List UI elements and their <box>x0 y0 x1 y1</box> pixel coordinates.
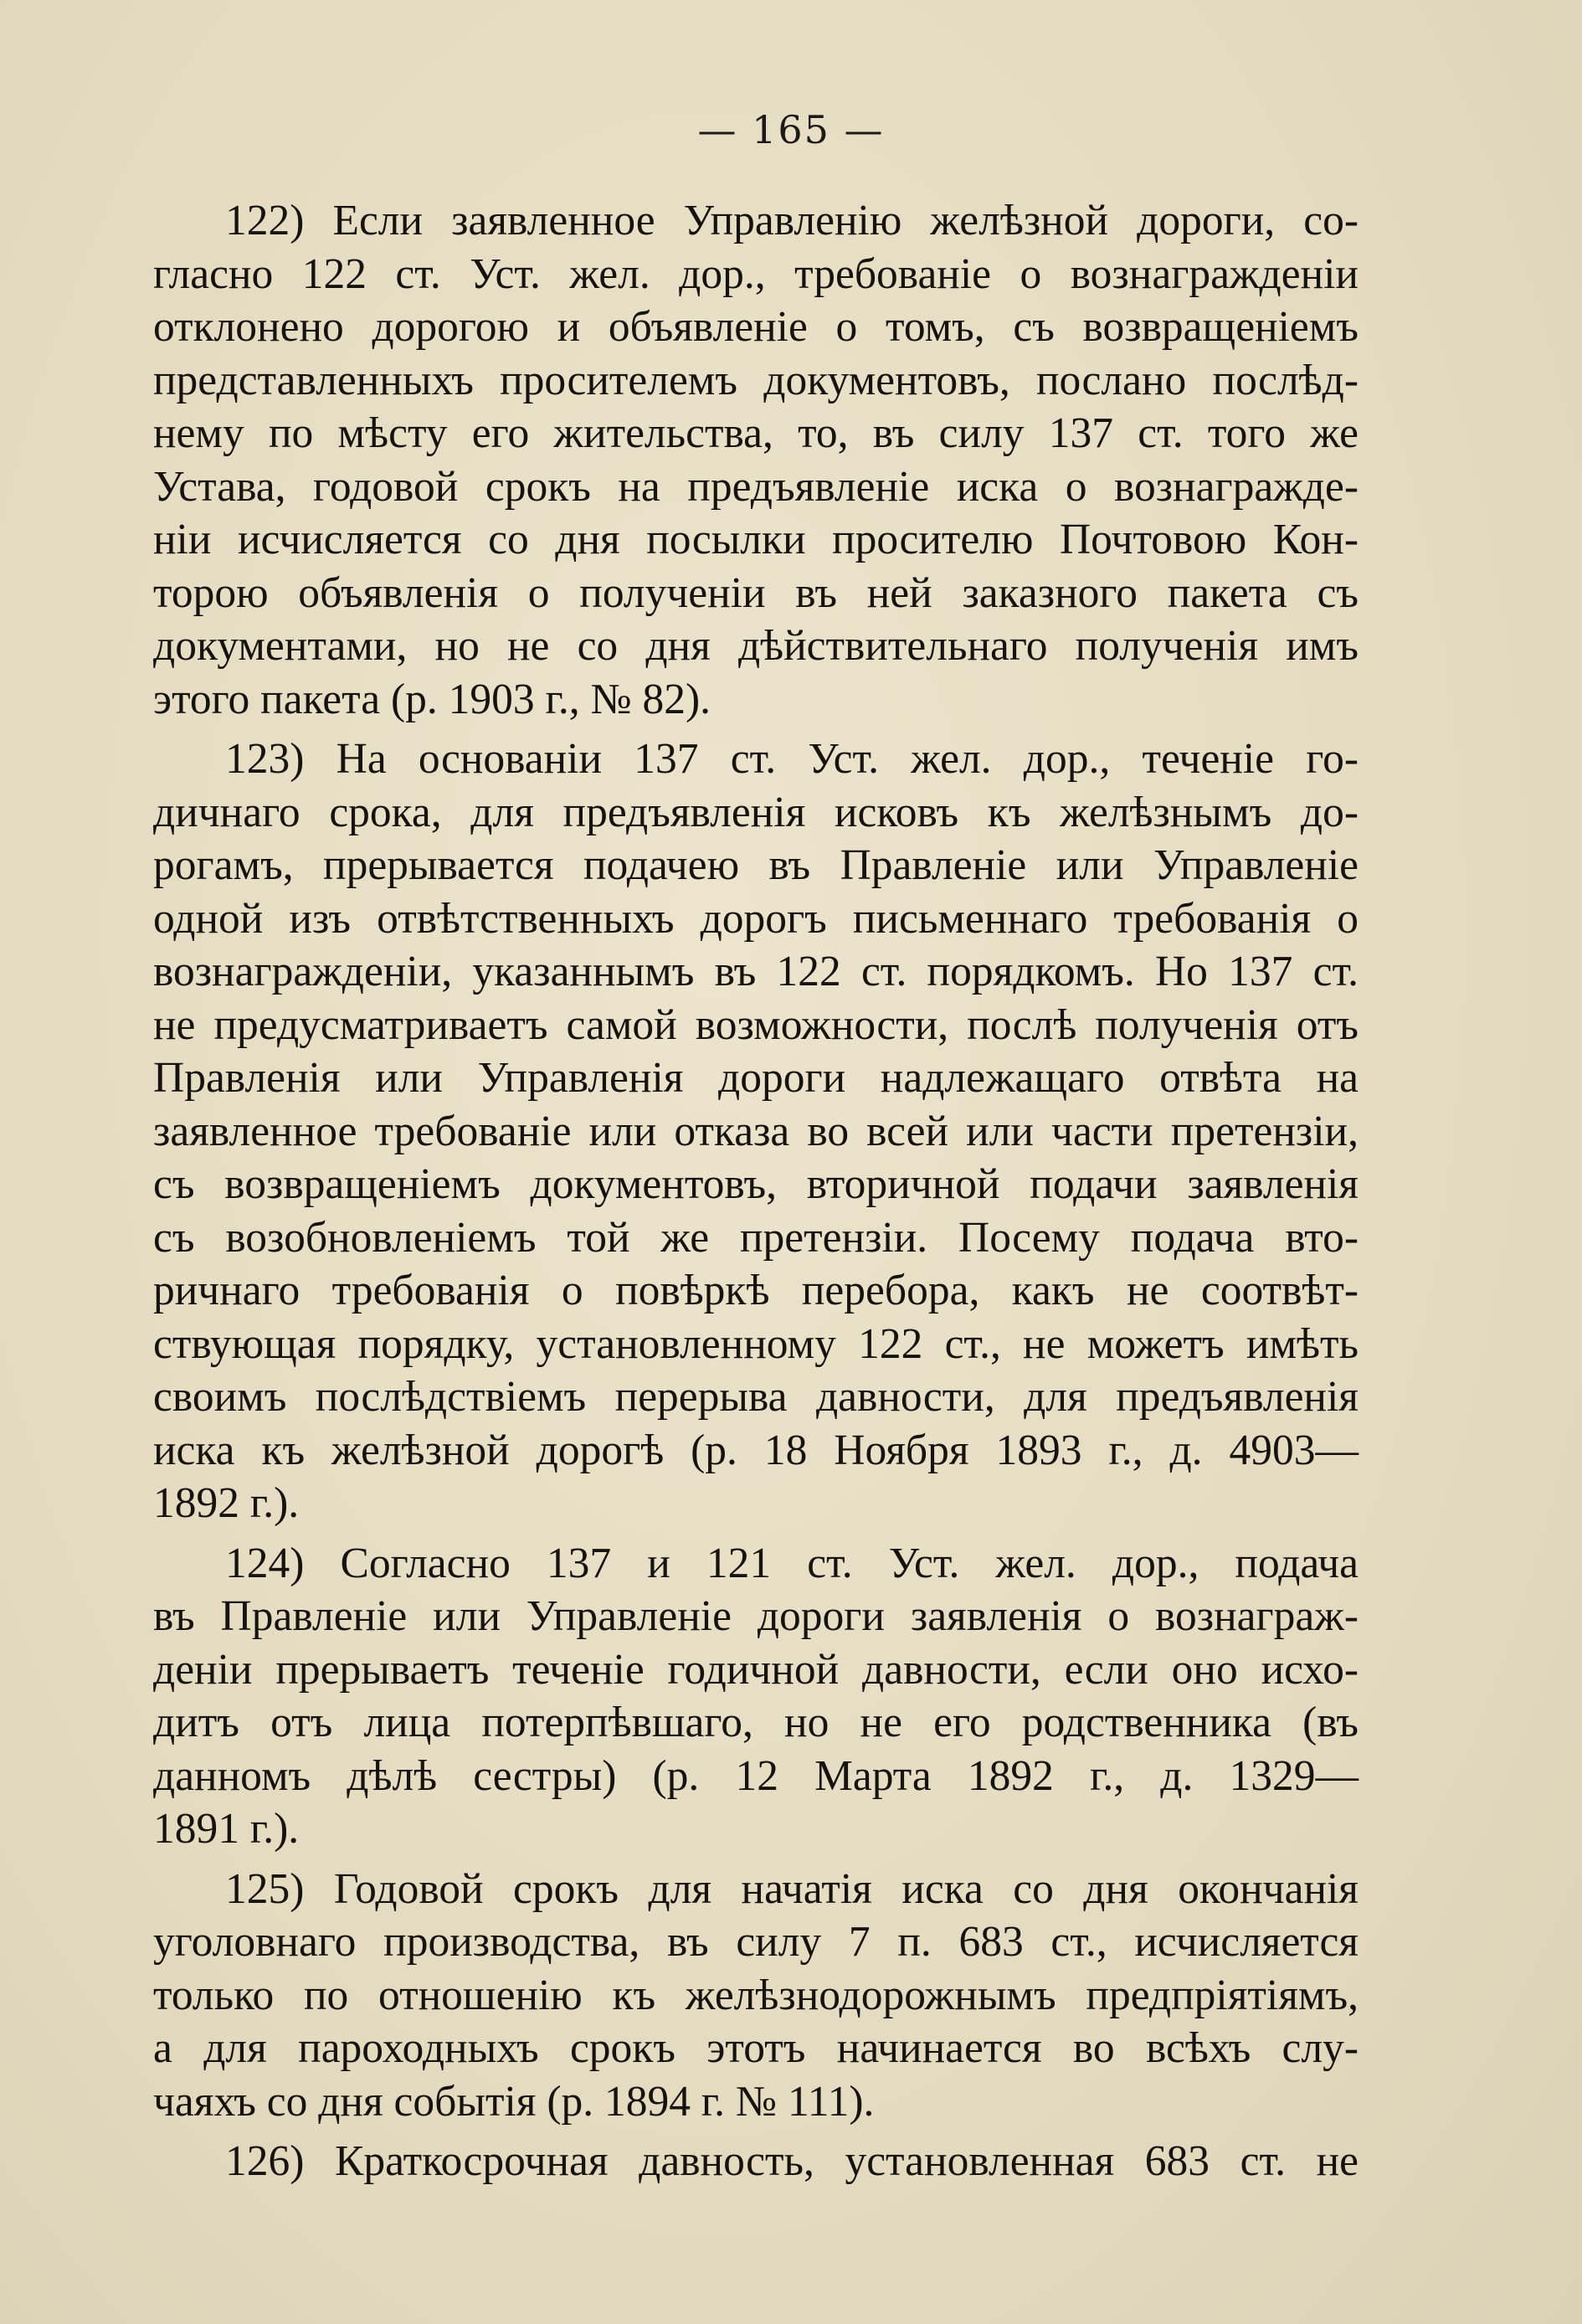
text-line: ричнаго требованія о повѣркѣ перебора, какъ не соотвѣт- <box>153 1267 1359 1314</box>
text-line: деніи прерываетъ теченіе годичной давности, если оно исхо- <box>153 1645 1359 1694</box>
text-line: съ возобновленіемъ той же претензіи. Посему подача вто- <box>153 1213 1359 1262</box>
text-line: Правленія или Управленія дороги надлежащаго отвѣта на <box>153 1054 1359 1102</box>
text-line: дитъ отъ лица потерпѣвшаго, но не его родственника (въ <box>153 1699 1359 1746</box>
text-line: заявленное требованіе или отказа во всей или части претензіи, <box>153 1107 1359 1155</box>
text-line: чаяхъ со дня событія (р. 1894 г. № 111). <box>153 2077 875 2126</box>
text-line: Устава, годовой срокъ на предъявленіе иска о вознагражде- <box>153 462 1359 511</box>
paragraph <box>153 1537 1359 1856</box>
text-line: 123) На основаніи 137 ст. Уст. жел. дор., теченіе го- <box>225 735 1359 783</box>
text-line: уголовнаго производства, въ силу 7 п. 683 ст., исчисляется <box>153 1918 1359 1966</box>
text-line: 124) Согласно 137 и 121 ст. Уст. жел. дор., подача <box>225 1539 1359 1587</box>
text-line: 122) Если заявленное Управленію желѣзной дороги, со- <box>225 197 1359 244</box>
paragraph <box>153 194 1359 726</box>
paragraph <box>153 2135 1359 2188</box>
text-line: одной изъ отвѣтственныхъ дорогъ письменнаго требованія о <box>153 894 1359 943</box>
text-line: этого пакета (р. 1903 г., № 82). <box>153 675 711 723</box>
text-line: ствующая порядку, установленному 122 ст., не можетъ имѣть <box>153 1319 1359 1368</box>
paragraph <box>153 1863 1359 2129</box>
text-line: торою объявленія о полученіи въ ней заказного пакета съ <box>153 568 1359 617</box>
text-line: а для пароходныхъ срокъ этотъ начинается во всѣхъ слу- <box>153 2024 1359 2072</box>
text-line: нему по мѣсту его жительства, то, въ силу 137 ст. того же <box>153 409 1359 457</box>
text-line: иска къ желѣзной дорогѣ (р. 18 Ноября 1893 г., д. 4903— <box>153 1426 1359 1474</box>
text-line: 126) Краткосрочная давность, установленная 683 ст. не <box>225 2137 1359 2185</box>
text-line: своимъ послѣдствіемъ перерыва давности, для предъявленія <box>153 1373 1359 1421</box>
text-line: вознагражденіи, указаннымъ въ 122 ст. порядкомъ. Но 137 ст. <box>153 948 1359 995</box>
text-line: ніи исчисляется со дня посылки просителю Почтовою Кон- <box>153 516 1359 563</box>
text-line: только по отношенію къ желѣзнодорожнымъ предпріятіямъ, <box>153 1971 1359 2019</box>
text-line: 1891 г.). <box>153 1805 300 1853</box>
text-line: данномъ дѣлѣ сестры) (р. 12 Марта 1892 г., д. 1329— <box>153 1751 1359 1800</box>
paragraph-gap <box>153 2128 1359 2135</box>
paragraph-gap <box>153 1530 1359 1537</box>
text-line: въ Правленіе или Управленіе дороги заявленія о вознаграж- <box>153 1592 1359 1640</box>
page-number: — 165 — <box>697 107 885 152</box>
text-line: представленныхъ просителемъ документовъ, послано послѣд- <box>153 356 1359 404</box>
text-line: дичнаго срока, для предъявленія исковъ къ желѣзнымъ до- <box>153 788 1359 836</box>
text-line: съ возвращеніемъ документовъ, вторичной подачи заявленія <box>153 1160 1359 1208</box>
text-line: не предусматриваетъ самой возможности, послѣ полученія отъ <box>153 1000 1359 1049</box>
paragraph-gap <box>153 1856 1359 1863</box>
text-line: 125) Годовой срокъ для начатія иска со дня окончанія <box>225 1864 1359 1913</box>
paragraph-gap <box>153 726 1359 733</box>
text-line: отклонено дорогою и объявленіе о томъ, съ возвращеніемъ <box>153 303 1359 351</box>
text-line: документами, но не со дня дѣйствительнаго полученія имъ <box>153 622 1359 670</box>
paragraph <box>153 733 1359 1530</box>
text-line: 1892 г.). <box>153 1479 300 1527</box>
text-line: гласно 122 ст. Уст. жел. дор., требованіе о вознагражденіи <box>153 249 1359 298</box>
page-body <box>153 194 1359 2188</box>
text-line: рогамъ, прерывается подачею въ Правленіе или Управленіе <box>153 841 1359 889</box>
